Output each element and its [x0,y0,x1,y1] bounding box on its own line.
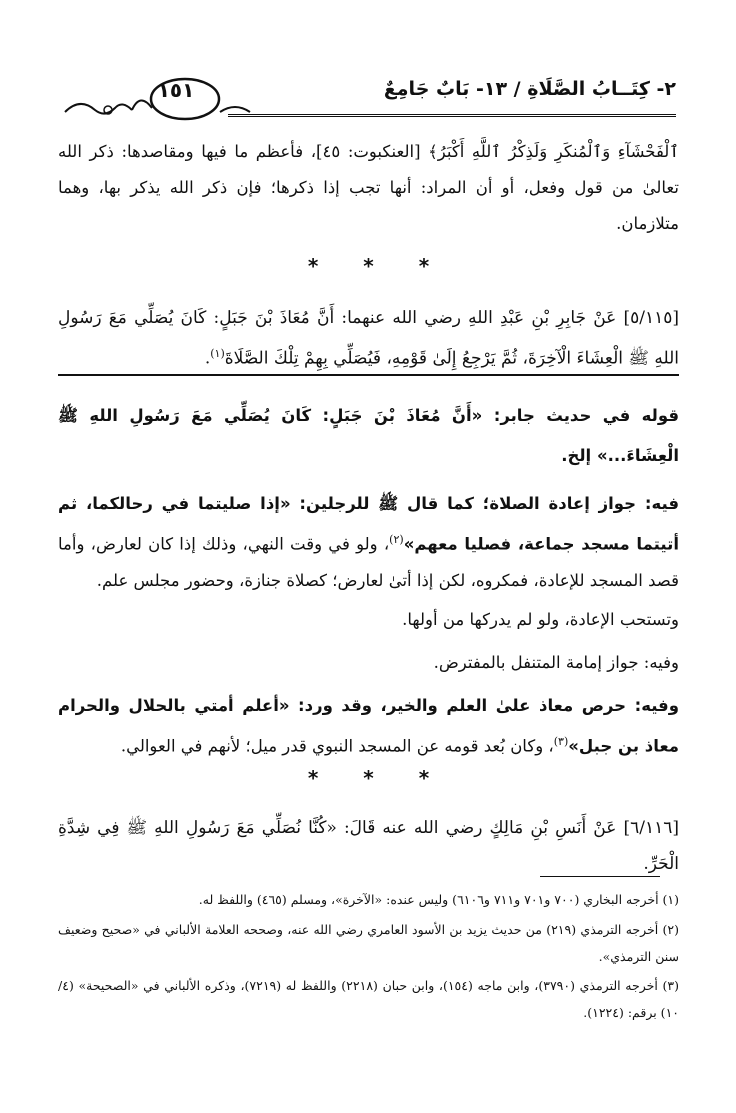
text-p2: [٥/١١٥] عَنْ جَابِرِ بْنِ عَبْدِ اللهِ رضي الله عنهما: أَنَّ مُعَاذَ بْنَ جَبَلٍ: كَانَ يُصَلِّي مَعَ رَسُولِ اللهِ ﷺ الْعِشَاءَ الْآخِرَةَ، ثُمَّ يَرْجِعُ إِلَىٰ قَوْمِهِ، فَيُصَلِّي بِهِمْ تِلْكَ الصَّلَاةَ [58,308,679,369]
header-rule [228,114,676,117]
footnote-rule [540,876,660,877]
footnote-ref-1: (١) [210,347,225,360]
text-f1: (١) أخرجه البخاري (٧٠٠ و٧٠١ و٧١١ و٦١٠٦) وليس عنده: «الآخرة»، ومسلم (٤٦٥) واللفظ له. [198,892,679,907]
footnote-ref-2: (٢) [389,533,404,546]
paragraph-muadh [58,688,679,765]
hadith-116 [58,810,679,882]
text-p8: [٦/١١٦] عَنْ أَنَسِ بْنِ مَالِكٍ رضي الله عنه قَالَ: «كُنَّا نُصَلِّي مَعَ رَسُولِ اللهِ ﷺ فِي شِدَّةِ الْحَرِّ. [58,818,679,874]
text-p6: وفيه: جواز إمامة المتنفل بالمفترض. [433,653,679,672]
text-p5: وتستحب الإعادة، ولو لم يدركها من أولها. [402,610,679,629]
paragraph-imamate [58,645,679,681]
footnote-1 [58,886,679,913]
page-header [40,72,676,124]
section-rule [58,374,679,376]
footnote-ref-3: (٣) [553,735,569,748]
footnote-2 [58,916,679,970]
chapter-title: ٢- كِتَــابُ الصَّلَاةِ / ١٣- بَابٌ جَامِعٌ [383,78,676,100]
paragraph-intro [58,134,679,242]
text-f3: (٣) أخرجه الترمذي (٣٧٩٠)، وابن ماجه (١٥٤)، وابن حبان (٢٢١٨) واللفظ له (٧٢١٩)، وذكره الألباني في «الصحيحة» (٤/ ١٠) برقم: (١٢٢٤). [58,978,679,1020]
hadith-115: [٥/١١٥] عَنْ جَابِرِ بْنِ عَبْدِ اللهِ رضي الله عنهما: أَنَّ مُعَاذَ بْنَ جَبَلٍ: كَانَ يُصَلِّي مَعَ رَسُولِ اللهِ ﷺ الْعِشَاءَ الْآخِرَةَ، ثُمَّ يَرْجِعُ إِلَىٰ قَوْمِهِ، فَيُصَلِّي بِهِمْ تِلْكَ الصَّلَاةَ$^{(١)}$. [58,308,679,369]
text-p7a: وفيه: حرص معاذ علىٰ العلم والخير، وقد ورد: «أعلم أمتي بالحلال والحرام معاذ بن جبل» [58,696,679,756]
paragraph-recommended [58,602,679,638]
text-p1: ٱلْفَحْشَآءِ وَٱلْمُنكَرِ وَلَذِكْرُ ٱللَّهِ أَكْبَرُ﴾ [العنكبوت: ٤٥]، فأعظم ما فيها ومقاصدها: ذكر الله تعالىٰ من قول وفعل، أو أن المراد: أنها تجب إذا ذكرها؛ فإن ذكر الله يذكر بها، وهما متلازمان. [58,142,679,233]
text-p3: قوله في حديث جابر: «أَنَّ مُعَاذَ بْنَ جَبَلٍ: كَانَ يُصَلِّي مَعَ رَسُولِ اللهِ ﷺ الْعِشَاءَ...» إلخ. [58,406,679,465]
text-p4a: فيه: جواز إعادة الصلاة؛ كما قال ﷺ للرجلين: «إذا صليتما في رحالكما، ثم أتيتما مسجد جماعة، فصليا معهم» [58,494,679,554]
commentary-body [58,486,679,599]
text-p4b: ، ولو في وقت النهي، وذلك إذا كان لعارض، وأما قصد المسجد للإعادة، فمكروه، لكن إذا أتىٰ لعارض؛ كصلاة جنازة، وحضور مجلس علم. [58,534,679,590]
footnote-3 [58,972,679,1026]
page-number: ١٥١ [157,78,195,102]
text-f2: (٢) أخرجه الترمذي (٢١٩) من حديث يزيد بن الأسود العامري رضي الله عنه، وصححه العلامة الألباني في «صحيح وضعيف سنن الترمذي». [58,922,679,964]
separator-2: * * * [307,766,430,790]
separator-1: * * * [307,254,430,278]
commentary-intro [58,396,679,476]
text-p7b: ، وكان بُعد قومه عن المسجد النبوي قدر ميل؛ لأنهم في العوالي. [120,736,554,756]
